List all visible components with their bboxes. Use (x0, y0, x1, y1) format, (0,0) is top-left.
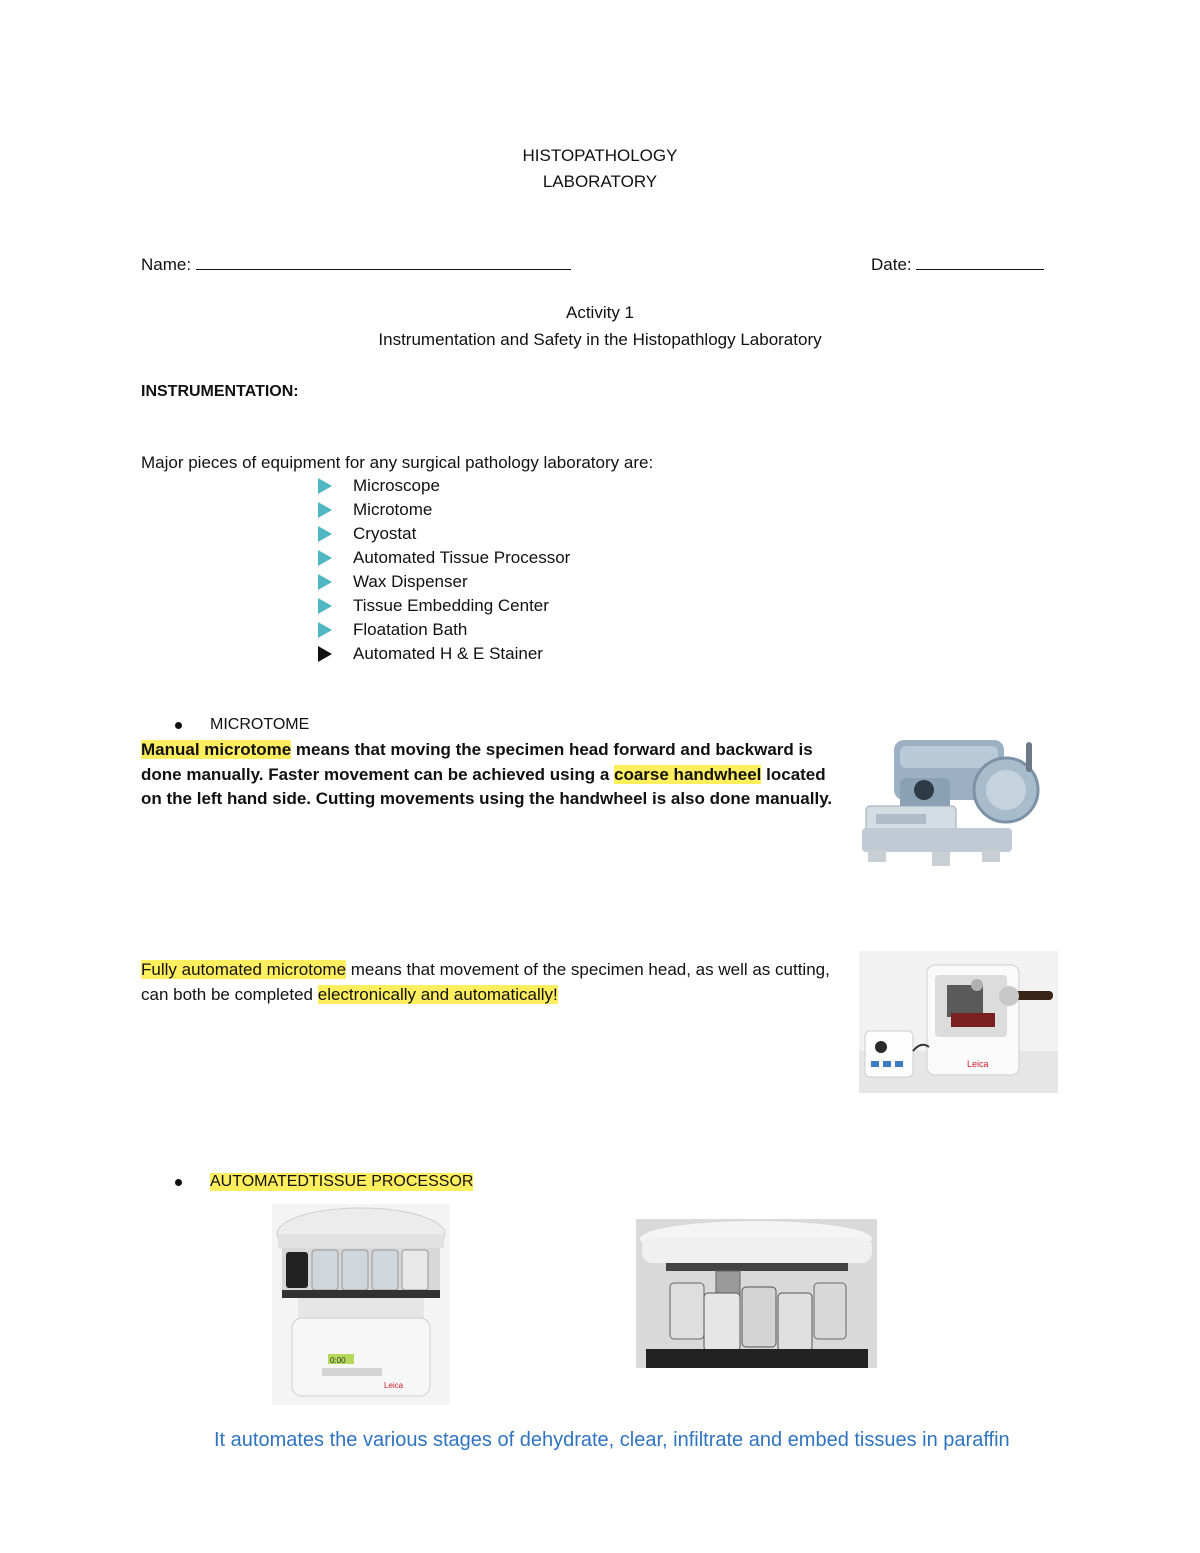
processor-heading-part1: AUTOMATED (210, 1173, 309, 1190)
lcd-readout: 0:00 (330, 1356, 346, 1365)
equipment-label: Microtome (353, 500, 433, 519)
processor-heading-part2: TISSUE PROCESSOR (308, 1173, 474, 1190)
manual-microtome-text-1: means that moving the specimen head forward and backward is done manually. Faster movement can be achieved using a (141, 740, 813, 784)
tissue-processor-illustration-icon (272, 1204, 450, 1405)
brand-mark: Leica (384, 1381, 404, 1390)
microtome-heading-text: MICROTOME (210, 716, 310, 733)
manual-microtome-text-2: located on the left hand side. Cutting movements using the handwheel is also done manually. (141, 764, 833, 808)
section-heading: INSTRUMENTATION: (141, 383, 299, 400)
equipment-label: Automated Tissue Processor (353, 548, 571, 567)
name-label: Name: (141, 255, 192, 274)
auto-microtome-paragraph (141, 958, 846, 1007)
auto-microtome-text-1: means that movement of the specimen head, as well as cutting, can both be completed (141, 960, 830, 1004)
equipment-label: Wax Dispenser (353, 572, 468, 591)
manual-microtome-paragraph (141, 738, 841, 812)
manual-microtome-image (856, 728, 1048, 878)
triangle-bullet-icon (318, 526, 332, 542)
processor-left-image (272, 1204, 450, 1405)
list-item (318, 618, 570, 642)
triangle-bullet-icon (318, 646, 332, 662)
activity-title: Activity 1 (565, 303, 635, 322)
microtome-illustration-icon (856, 728, 1048, 878)
name-row (141, 251, 571, 275)
date-label: Date: (871, 255, 912, 274)
triangle-bullet-icon (318, 550, 332, 566)
automated-microtome-illustration-icon (859, 951, 1058, 1093)
manual-microtome-term: Manual microtome (141, 740, 292, 759)
equipment-label: Tissue Embedding Center (353, 596, 549, 615)
triangle-bullet-icon (318, 502, 332, 518)
bullet-dot-icon (175, 1179, 182, 1186)
name-field[interactable] (196, 251, 571, 270)
date-field[interactable] (916, 251, 1044, 270)
list-item (318, 546, 570, 570)
equipment-label: Cryostat (353, 524, 417, 543)
doc-title-line1: HISTOPATHOLOGY (522, 146, 678, 165)
equipment-label: Automated H & E Stainer (353, 644, 543, 663)
microtome-heading (175, 716, 309, 734)
auto-microtome-term: Fully automated microtome (141, 960, 347, 979)
triangle-bullet-icon (318, 574, 332, 590)
doc-title-line2: LABORATORY (542, 172, 658, 191)
list-item (318, 642, 570, 666)
list-item (318, 474, 570, 498)
section-intro: Major pieces of equipment for any surgical pathology laboratory are: (141, 453, 654, 472)
bullet-dot-icon (175, 722, 182, 729)
processor-caption: It automates the various stages of dehydrate, clear, infiltrate and embed tissues in paraffin (214, 1429, 1010, 1451)
equipment-label: Microscope (353, 476, 440, 495)
activity-subtitle: Instrumentation and Safety in the Histopathlogy Laboratory (378, 330, 822, 349)
triangle-bullet-icon (318, 598, 332, 614)
processor-right-image (636, 1219, 877, 1368)
brand-mark: Leica (967, 1059, 989, 1069)
list-item (318, 498, 570, 522)
triangle-bullet-icon (318, 622, 332, 638)
tissue-processor-closeup-icon (636, 1219, 877, 1368)
date-row (871, 251, 1044, 275)
coarse-handwheel-highlight: coarse handwheel (614, 764, 762, 784)
equipment-list (318, 474, 570, 666)
list-item (318, 522, 570, 546)
list-item (318, 570, 570, 594)
automated-microtome-image (859, 951, 1058, 1093)
triangle-bullet-icon (318, 478, 332, 494)
equipment-label: Floatation Bath (353, 620, 468, 639)
auto-highlight: electronically and automatically! (317, 984, 558, 1004)
list-item (318, 594, 570, 618)
processor-heading (175, 1173, 473, 1191)
